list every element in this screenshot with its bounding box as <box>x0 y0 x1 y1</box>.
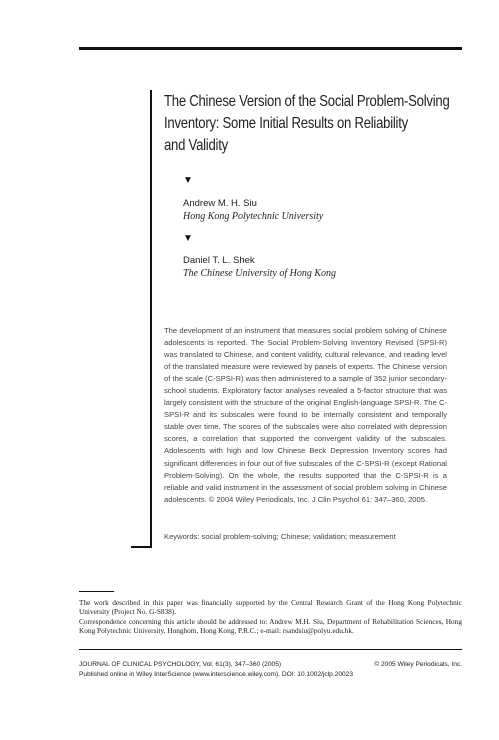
abstract: The development of an instrument that measures social problem solving of Chinese adolescents is reported. The Social Problem-Solving Inventory Revised (SPSI-R) was translated to Chinese, and content validity, cultural relevance, and reading level of the translated measure were reviewed by panels of experts. The Chinese version of the scale (C-SPSI-R) was then administered to a sample of 352 junior secondary-school students. Exploratory factor analyses revealed a 5-factor structure that was largely consistent with the structure of the original English-language SPSI-R. The C-SPSI-R and its subscales were found to be internally consistent and temporally stable over time. The scores of the subscales were also correlated with depression scores, a correlation that supported the convergent validity of the subscales. Adolescents with high and low Chinese Beck Depression Inventory scores had significant differences in four out of five subscales of the C-SPSI-R (except Rational Problem-Solving). On the whole, the results supported that the C-SPSI-R is a reliable and valid instrument in the assessment of social problem solving in Chinese adolescents. © 2004 Wiley Periodicals, Inc. J Clin Psychol 61: 347–360, 2005. <box>164 326 447 504</box>
top-rule <box>79 47 462 50</box>
author-name: Andrew M. H. Siu <box>183 198 257 209</box>
correspondence-footnote: Correspondence concerning this article should be addressed to: Andrew M.H. Siu, Department of Rehabilitation Sciences, Hong Kong Polytechnic University, Hunghom, Hong Kong, P.R.C.; e-mail: rsandsiu@polyu.edu.hk. <box>79 617 462 636</box>
title-line: The Chinese Version of the Social Problem-Solving <box>164 93 450 110</box>
title-line: Inventory: Some Initial Results on Reliability <box>164 115 408 132</box>
vertical-rule-foot <box>131 546 152 548</box>
title-line: and Validity <box>164 137 228 154</box>
journal-citation: JOURNAL OF CLINICAL PSYCHOLOGY, Vol. 61(3), 347–360 (2005) <box>79 661 282 668</box>
vertical-rule <box>150 90 152 547</box>
author-name: Daniel T. L. Shek <box>183 255 255 266</box>
author-affiliation: The Chinese University of Hong Kong <box>183 268 337 279</box>
author-affiliation: Hong Kong Polytechnic University <box>183 211 324 222</box>
journal-online-info: Published online in Wiley InterScience (www.interscience.wiley.com). DOI: 10.1002/jclp.20023 <box>79 671 354 678</box>
journal-copyright: © 2005 Wiley Periodicals, Inc. <box>374 661 462 668</box>
funding-footnote: The work described in this paper was financially supported by the Central Research Grant of the Hong Kong Polytechnic University (Project No. G-S838). <box>79 598 462 617</box>
author-marker-triangle-icon: ▼ <box>183 175 193 186</box>
journal-rule <box>79 649 462 650</box>
journal-citation-line <box>79 660 462 669</box>
footnote-rule <box>79 591 114 592</box>
keywords: Keywords: social problem-solving; Chinese; validation; measurement <box>164 532 396 541</box>
author-marker-triangle-icon: ▼ <box>183 233 193 244</box>
article-title <box>164 91 450 157</box>
